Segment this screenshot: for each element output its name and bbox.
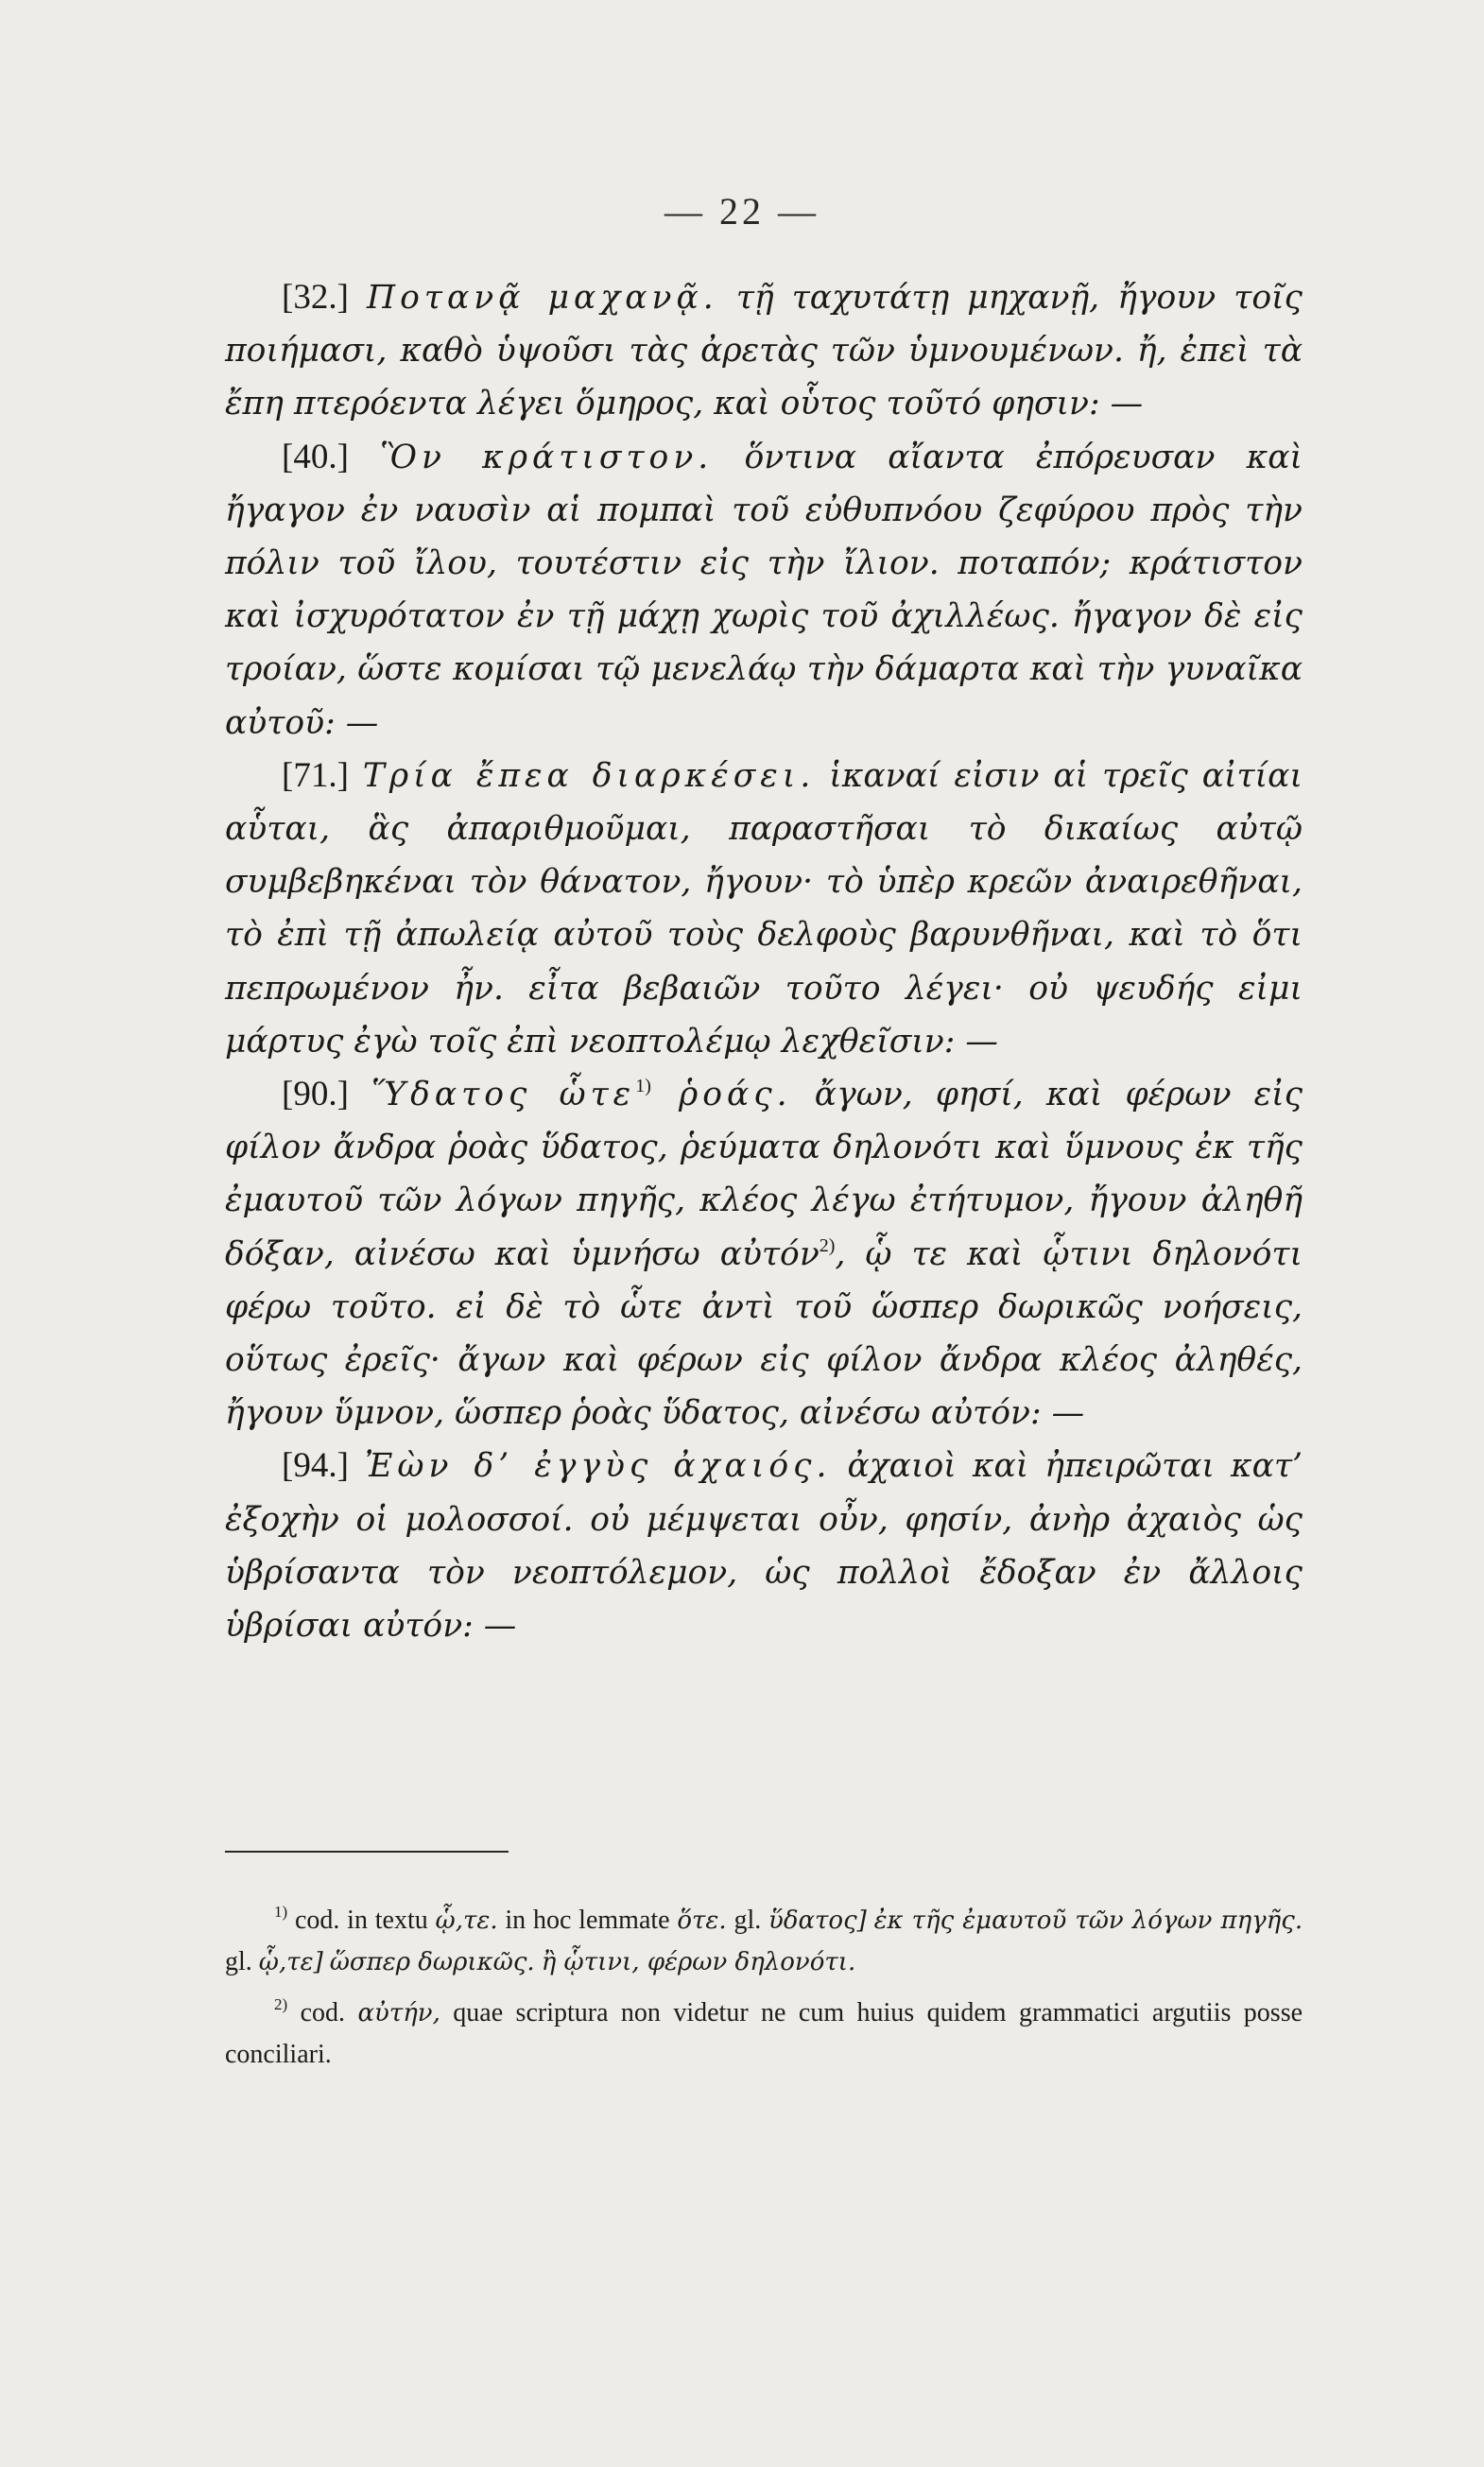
footnote-2 [225,1993,1303,2076]
passage-40 [225,431,1303,750]
passage-lemma: Ἐὼν δ’ ἐγγὺς ἀχαιός. [364,1447,832,1486]
commentary-text [225,271,1303,1652]
footnote-greek: ᾧ,τε] [258,1948,323,1976]
passage-number: [40.] [282,437,349,476]
footnotes [225,1900,1303,2085]
footnote-ref-1: 1) [635,1076,651,1097]
page-number: — 22 — [664,190,820,233]
footnote-greek: ὕδατος] [768,1906,867,1935]
passage-number: [94.] [282,1446,349,1486]
footnote-greek: ὥσπερ δωρικῶς. [329,1948,535,1976]
footnote-greek: ὅτε. [677,1906,727,1935]
footnote-latin: gl. [733,1906,762,1935]
passage-text-cont: , ᾧ τε καὶ ᾧτινι δηλονότι φέρω τοῦτο. εἰ δὲ τὸ ὧτε ἀντὶ τοῦ ὥσπερ δωρικῶς νοήσεις, οὕτως ἐρεῖς· ἄγων καὶ φέρων εἰς φίλον ἄνδρα κλέος ἀληθές, ἤγουν ὕμνον, ὥσπερ ῥοὰς ὕδατος, αἰνέσω αὐτόν: — [225,1234,1303,1433]
footnote-greek: ἐκ τῆς ἐμαυτοῦ τῶν λόγων πηγῆς. [873,1906,1303,1935]
footnote-ref-2: 2) [819,1234,836,1256]
footnote-mark: 1) [274,1903,288,1921]
footnote-1 [225,1900,1303,1983]
passage-number: [90.] [282,1075,349,1114]
footnote-greek: ἢ ᾧτινι, φέρων δηλονότι. [541,1948,856,1976]
footnote-latin: gl. [225,1947,252,1976]
passage-71 [225,750,1303,1068]
passage-90 [225,1068,1303,1440]
passage-lemma-end: ῥοάς. [650,1076,792,1114]
passage-94 [225,1440,1303,1652]
footnote-greek: ᾧ,τε. [435,1906,498,1935]
passage-number: [71.] [282,755,349,795]
passage-32 [225,271,1303,431]
passage-text: τῇ ταχυτάτῃ μηχανῇ, ἤγουν τοῖς ποιήμασι, καθὸ ὑψοῦσι τὰς ἀρετὰς τῶν ὑμνουμένων. ἤ, ἐπεὶ τὰ ἔπη πτερόεντα λέγει ὅμηρος, καὶ οὗτος τοῦτό φησιν: — [225,279,1303,423]
passage-lemma: Ὃν κράτιστον. [380,438,714,476]
footnote-greek: αὐτήν, [357,1999,440,2027]
footnote-latin: in hoc lemmate [505,1906,670,1935]
footnote-latin: cod. [300,1998,346,2027]
passage-number: [32.] [282,278,349,317]
footnote-rule [225,1851,509,1853]
passage-lemma: Τρία ἔπεα διαρκέσει. [362,756,816,795]
footnote-latin: cod. in textu [294,1906,428,1935]
passage-lemma: Ποτανᾷ μαχανᾷ. [367,279,718,317]
footnote-latin: quae scriptura non videtur ne cum huius quidem grammatici argutiis posse conciliari. [225,1998,1303,2069]
footnote-mark: 2) [274,1995,288,2013]
passage-text: ἀχαιοὶ καὶ ἠπειρῶται κατ’ ἐξοχὴν οἱ μολοσσοί. οὐ μέμψεται οὖν, φησίν, ἀνὴρ ἀχαιὸς ὡς ὑβρίσαντα τὸν νεοπτόλεμον, ὡς πολλοὶ ἔδοξαν ἐν ἄλλοις ὑβρίσαι αὐτόν: — [225,1447,1303,1646]
passage-lemma: Ὕδατος ὧτε [371,1076,636,1114]
passage-text: ὅντινα αἴαντα ἐπόρευσαν καὶ ἤγαγον ἐν ναυσὶν αἱ πομπαὶ τοῦ εὐθυπνόου ζεφύρου πρὸς τὴν πόλιν τοῦ ἴλου, τουτέστιν εἰς τὴν ἴλιον. ποταπόν; κράτιστον καὶ ἰσχυρότατον ἐν τῇ μάχῃ χωρὶς τοῦ ἀχιλλέως. ἤγαγον δὲ εἰς τροίαν, ὥστε κομίσαι τῷ μενελάῳ τὴν δάμαρτα καὶ τὴν γυναῖκα αὐτοῦ: — [225,438,1303,742]
passage-text: ἱκαναί εἰσιν αἱ τρεῖς αἰτίαι αὗται, ἃς ἀπαριθμοῦμαι, παραστῆσαι τὸ δικαίως αὐτῷ συμβεβηκέναι τὸν θάνατον, ἤγουν· τὸ ὑπὲρ κρεῶν ἀναιρεθῆναι, τὸ ἐπὶ τῇ ἀπωλείᾳ αὐτοῦ τοὺς δελφοὺς βαρυνθῆναι, καὶ τὸ ὅτι πεπρωμένον ἦν. εἶτα βεβαιῶν τοῦτο λέγει· οὐ ψευδής εἰμι μάρτυς ἐγὼ τοῖς ἐπὶ νεοπτολέμῳ λεχθεῖσιν: — [225,756,1303,1061]
passage-text: ἄγων, φησί, καὶ φέρων εἰς φίλον ἄνδρα ῥοὰς ὕδατος, ῥεύματα δηλονότι καὶ ὕμνους ἐκ τῆς ἐμαυτοῦ τῶν λόγων πηγῆς, κλέος λέγω ἐτήτυμον, ἤγουν ἀληθῆ δόξαν, αἰνέσω καὶ ὑμνήσω αὐτόν [225,1076,1303,1273]
